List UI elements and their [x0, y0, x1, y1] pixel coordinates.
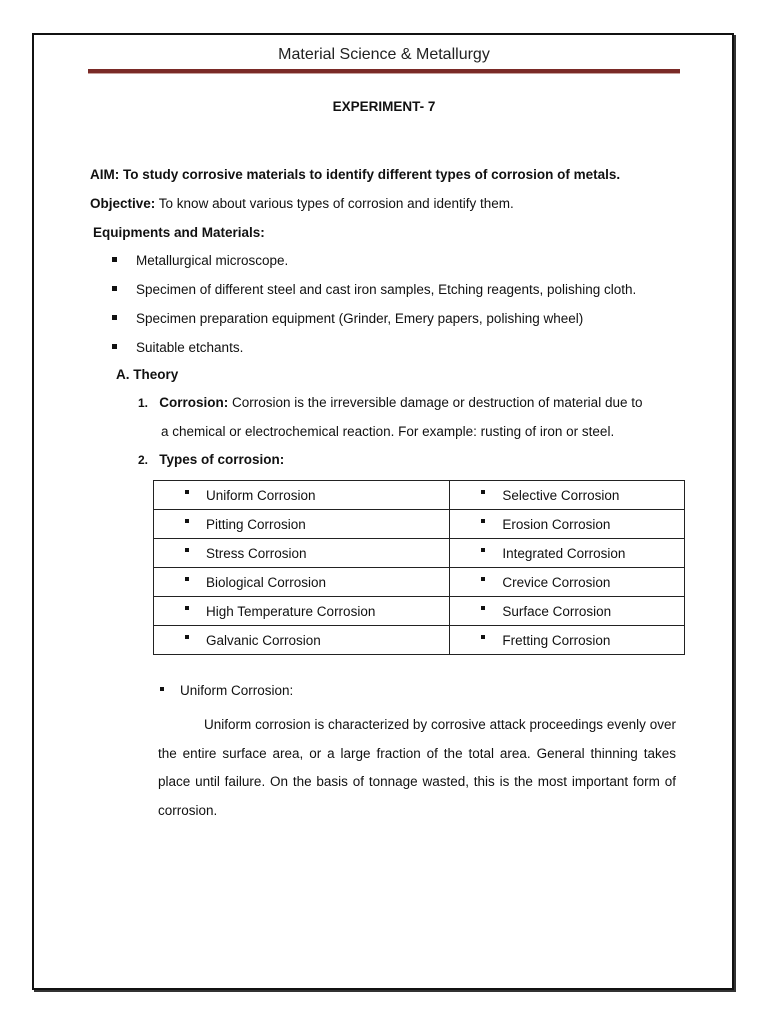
table-row	[154, 597, 685, 626]
corrosion-definition: Corrosion is the irreversible damage or destruction of material due to	[228, 395, 643, 410]
list-item: Suitable etchants.	[112, 340, 636, 369]
uniform-corrosion-heading: Uniform Corrosion:	[160, 683, 293, 698]
header-divider	[88, 69, 680, 74]
table-row	[154, 539, 685, 568]
equipment-list	[112, 253, 636, 369]
table-row	[154, 510, 685, 539]
table-cell: Pitting Corrosion	[154, 510, 450, 539]
list-item: Specimen of different steel and cast iron samples, Etching reagents, polishing cloth.	[112, 282, 636, 311]
table-cell: Uniform Corrosion	[154, 481, 450, 510]
objective-text: To know about various types of corrosion and identify them.	[155, 196, 514, 211]
table-row	[154, 481, 685, 510]
bullet-icon	[112, 257, 117, 262]
table-cell: Fretting Corrosion	[450, 626, 685, 655]
list-item: Metallurgical microscope.	[112, 253, 636, 282]
table-cell: Stress Corrosion	[154, 539, 450, 568]
item-number: 2.	[138, 453, 149, 467]
item-number: 1.	[138, 396, 149, 410]
table-cell: Galvanic Corrosion	[154, 626, 450, 655]
objective-label: Objective:	[90, 196, 156, 211]
table-row	[154, 626, 685, 655]
table-cell: Integrated Corrosion	[450, 539, 685, 568]
list-item: Specimen preparation equipment (Grinder, Emery papers, polishing wheel)	[112, 311, 636, 340]
corrosion-types-table	[153, 480, 685, 655]
experiment-title: EXPERIMENT- 7	[332, 99, 436, 114]
theory-heading: A. Theory	[116, 367, 179, 382]
bullet-icon	[112, 286, 117, 291]
aim-statement: AIM: To study corrosive materials to identify different types of corrosion of metals.	[90, 167, 621, 182]
corrosion-definition-cont: a chemical or electrochemical reaction. For example: rusting of iron or steel.	[161, 424, 615, 439]
table-cell: Biological Corrosion	[154, 568, 450, 597]
uniform-corrosion-paragraph: Uniform corrosion is characterized by corrosive attack proceedings evenly over the entire surface area, or a large fraction of the total area. General thinning takes place until failure. On the basis of tonnage wasted, this is the most important form of corrosion.	[158, 717, 676, 818]
corrosion-label: Corrosion:	[159, 395, 229, 410]
bullet-icon	[160, 687, 164, 691]
table-cell: Surface Corrosion	[450, 597, 685, 626]
bullet-icon	[112, 344, 117, 349]
table-cell: Crevice Corrosion	[450, 568, 685, 597]
table-cell: Selective Corrosion	[450, 481, 685, 510]
table-cell: Erosion Corrosion	[450, 510, 685, 539]
table-cell: High Temperature Corrosion	[154, 597, 450, 626]
theory-item-types	[138, 452, 284, 467]
types-label: Types of corrosion:	[159, 452, 285, 467]
page-header-title: Material Science & Metallurgy	[278, 46, 490, 63]
bullet-icon	[112, 315, 117, 320]
table-row	[154, 568, 685, 597]
theory-item-corrosion	[138, 395, 642, 410]
equipment-heading: Equipments and Materials:	[93, 225, 265, 240]
objective-statement	[90, 196, 514, 211]
